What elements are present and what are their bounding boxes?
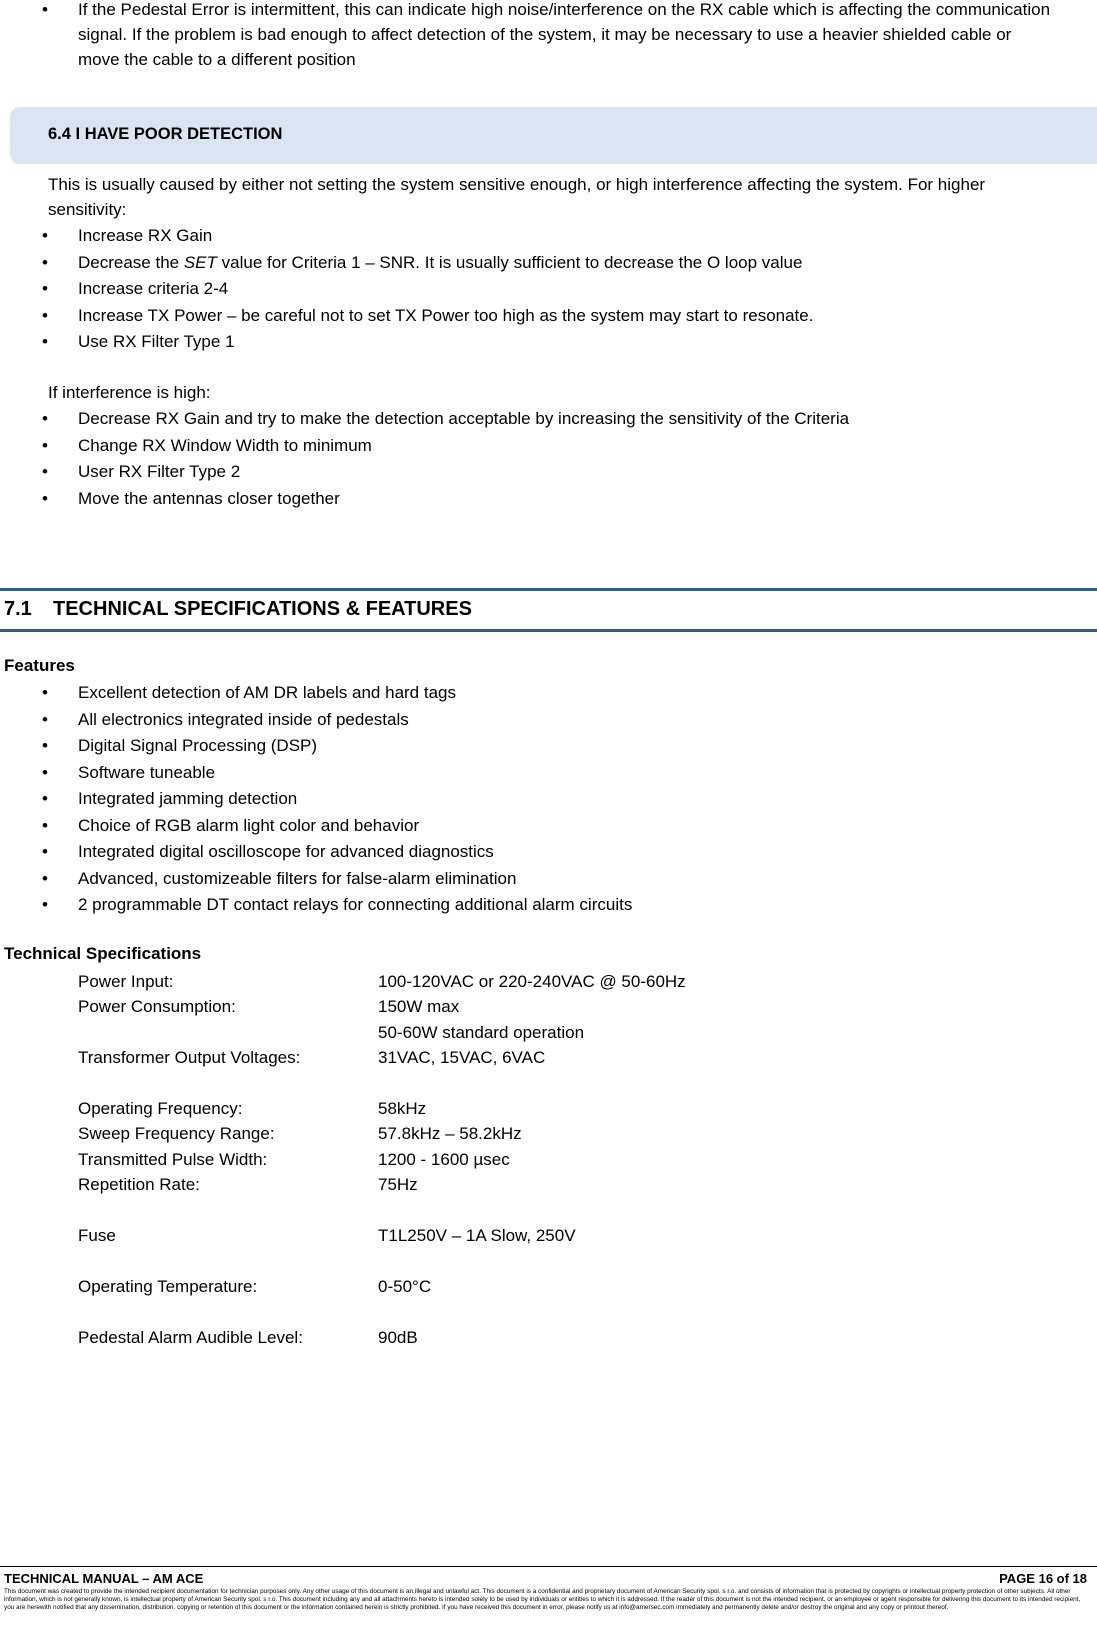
spec-key: Power Consumption:: [78, 997, 236, 1016]
spec-key: Operating Temperature:: [78, 1277, 258, 1296]
list-item: • Use RX Filter Type 1: [0, 329, 853, 356]
spec-key: Transmitted Pulse Width:: [78, 1150, 268, 1169]
bullet-icon: •: [42, 868, 48, 888]
list-item: • Decrease RX Gain and try to make the detection acceptable by increasing the sensitivity of the Criteria: [0, 406, 889, 433]
bullet-icon: •: [42, 683, 48, 702]
list-item: • Change RX Window Width to minimum: [0, 433, 889, 460]
list-item: • Choice of RGB alarm light color and behavior: [0, 813, 672, 840]
spec-key: Power Input:: [78, 972, 174, 991]
spec-key: Transformer Output Voltages:: [78, 1048, 301, 1067]
list-item: • Digital Signal Processing (DSP): [0, 733, 672, 760]
spec-key: Sweep Frequency Range:: [78, 1124, 275, 1143]
bullet-icon: •: [42, 279, 48, 298]
list-item: • Integrated jamming detection: [0, 786, 672, 813]
list-item: • Software tuneable: [0, 760, 672, 787]
spec-value: T1L250V – 1A Slow, 250V: [378, 1226, 576, 1245]
bullet-icon: •: [42, 332, 48, 351]
spec-key: Pedestal Alarm Audible Level:: [78, 1328, 303, 1347]
list-item: • Integrated digital oscilloscope for advanced diagnostics: [0, 839, 672, 866]
features-list: [0, 680, 672, 919]
specs-label: Technical Specifications: [4, 944, 202, 963]
list-item: • Excellent detection of AM DR labels and hard tags: [0, 680, 672, 707]
spec-value: 90dB: [378, 1328, 418, 1347]
bullet-icon: •: [42, 736, 48, 755]
spec-key: Operating Frequency:: [78, 1099, 243, 1118]
bullet-icon: •: [42, 488, 48, 508]
spec-key: Fuse: [78, 1226, 116, 1245]
list-item: • All electronics integrated inside of pedestals: [0, 707, 672, 734]
spec-value: 31VAC, 15VAC, 6VAC: [378, 1048, 546, 1067]
list-item: • Increase RX Gain: [0, 223, 853, 250]
features-label: Features: [4, 656, 75, 675]
spec-value: 58kHz: [378, 1099, 427, 1118]
spec-value: 1200 - 1600 µsec: [378, 1150, 510, 1169]
section-intro: This is usually caused by either not setting the system sensitive enough, or high interference affecting the system. For higher sensitivity:: [48, 175, 986, 219]
intro-bullet-list: [0, 0, 1097, 72]
bullet-icon: •: [42, 462, 48, 481]
spec-value: 75Hz: [378, 1175, 418, 1194]
spec-value: 150W max: [378, 997, 460, 1016]
list-item: • User RX Filter Type 2: [0, 459, 889, 486]
bullet-icon: •: [42, 409, 48, 428]
bullet-icon: •: [42, 0, 48, 19]
list-item: • Increase TX Power – be careful not to set TX Power too high as the system may start to resonate.: [0, 303, 853, 330]
bullet-icon: •: [42, 762, 48, 782]
list-item: • If the Pedestal Error is intermittent, this can indicate high noise/interference on the RX cable which is affecting the communication signal. If the problem is bad enough to affect detection of the system, it may be necessary to use a heavier shielded cable or move the cable to a different position: [0, 0, 1097, 72]
bullet-icon: •: [42, 252, 48, 272]
list-item: • Move the antennas closer together: [0, 486, 889, 513]
spec-value: 50-60W standard operation: [378, 1023, 585, 1042]
section-7-1-header: [0, 588, 1097, 632]
bullet-icon: •: [42, 226, 48, 245]
section-title: 6.4 I HAVE POOR DETECTION: [48, 125, 283, 143]
list-item: • Increase criteria 2-4: [0, 276, 853, 303]
bullet-icon: •: [42, 435, 48, 455]
section-number: 7.1: [4, 598, 32, 620]
list-item: • 2 programmable DT contact relays for connecting additional alarm circuits: [0, 892, 672, 919]
interference-list: [0, 406, 889, 512]
footer-divider: [0, 1566, 1097, 1567]
spec-value: 57.8kHz – 58.2kHz: [378, 1124, 522, 1143]
section-6-4-header: [10, 107, 1097, 164]
bullet-icon: •: [42, 895, 48, 914]
bullet-icon: •: [42, 842, 48, 861]
interference-intro: If interference is high:: [48, 383, 211, 402]
bullet-icon: •: [42, 305, 48, 325]
bullet-icon: •: [42, 789, 48, 808]
footer-legal-notice: This document was created to provide the intended recipient documentation for technician purposes only. Any other usage of this document is an illegal and unlawful act. This document is a confidential and proprietary document of American Security spol. s r.o. and consists of information that is protected by copyrights or intellectual property protection of other subjects. All other information, which is not generally known, is intellectual property of American Security spol. s r.o. This document including any and all attachments hereto is intended solely to be used by individuals or entities to which it is addressed. If the reader of this document is not the intended recipient, or an employee or agent responsible for delivering this document to its intended recipient, you are herewith notified that any dissemination, distribution, copying or retention of this document or the information contained herein is strictly prohibited. If you have received this document in error, please notify us at info@amersec.com immediately and permanently delete and/or destroy the original and any copy or printout thereof.: [4, 1588, 1081, 1611]
bullet-icon: •: [42, 815, 48, 835]
list-item: • Advanced, customizeable filters for false-alarm elimination: [0, 866, 672, 893]
sensitivity-list: [0, 223, 853, 356]
list-item: • Decrease the SET value for Criteria 1 – SNR. It is usually sufficient to decrease the O loop value: [0, 250, 853, 277]
page-number: PAGE 16 of 18: [999, 1571, 1087, 1586]
bullet-icon: •: [42, 709, 48, 729]
spec-key: Repetition Rate:: [78, 1175, 200, 1194]
spec-value: 0-50°C: [378, 1277, 432, 1296]
spec-value: 100-120VAC or 220-240VAC @ 50-60Hz: [378, 972, 686, 991]
section-title: TECHNICAL SPECIFICATIONS & FEATURES: [53, 598, 472, 620]
footer-title: TECHNICAL MANUAL – AM ACE: [4, 1571, 204, 1586]
